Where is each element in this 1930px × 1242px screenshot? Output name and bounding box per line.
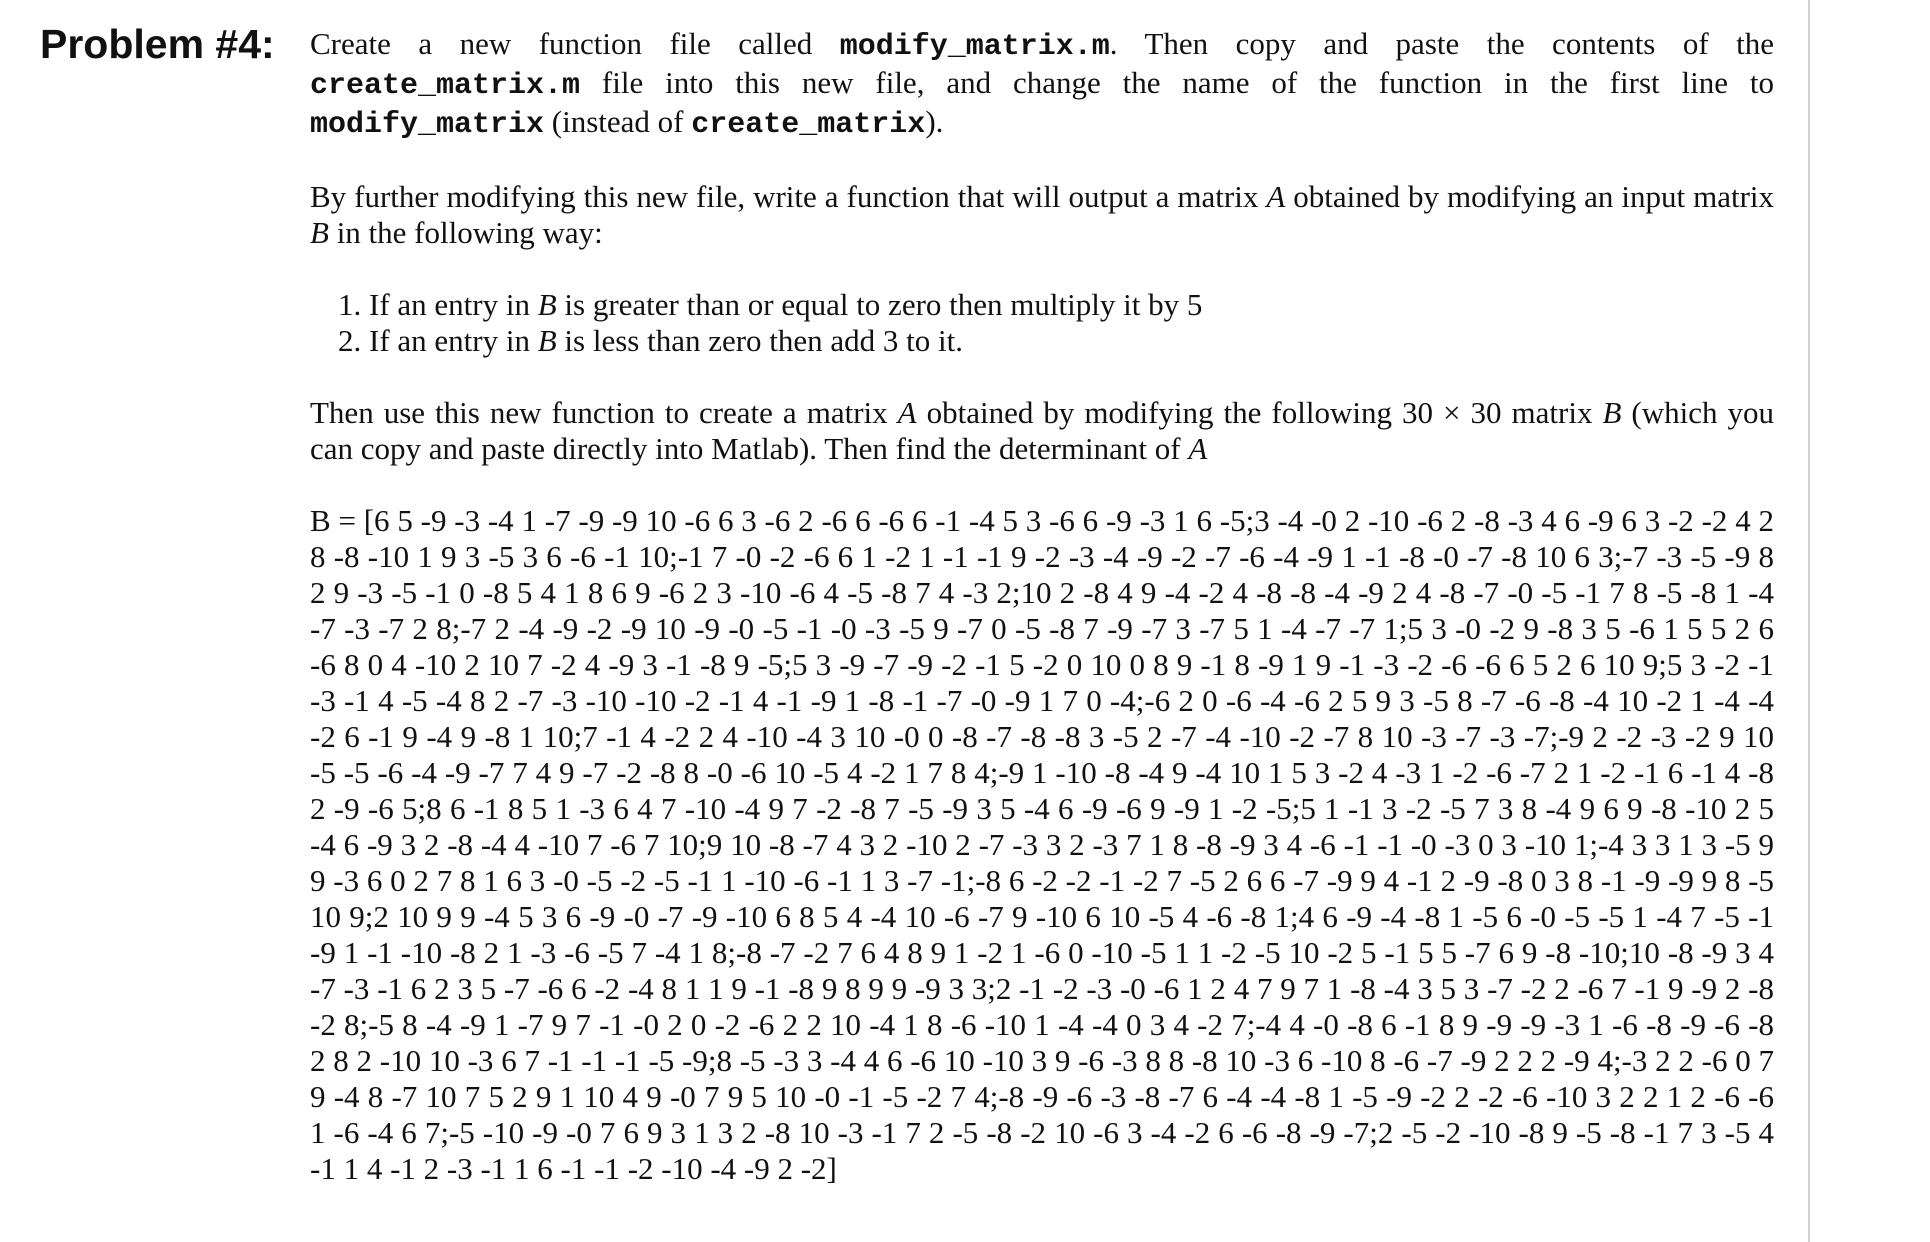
instruction-text-3: in the following way: xyxy=(328,215,603,250)
code-source-file: create_matrix.m xyxy=(310,69,581,103)
rule-text-start: 1. If an entry in xyxy=(338,287,538,322)
code-new-file: modify_matrix.m xyxy=(839,30,1110,64)
code-new-function-name: modify_matrix xyxy=(310,108,545,142)
usage-paragraph xyxy=(310,395,1774,467)
intro-text-3: file into this new file, and change the name of the function in the first line to xyxy=(580,65,1774,100)
intro-text-5: ). xyxy=(925,104,944,139)
rule-variable-b: B xyxy=(537,287,557,322)
problem-label: Problem #4: xyxy=(40,21,275,67)
rule-text-end: is greater than or equal to zero then multiply it by 5 xyxy=(556,287,1203,322)
intro-paragraph xyxy=(310,26,1774,143)
instruction-text-1: By further modifying this new file, write a function that will output a matrix xyxy=(310,179,1267,214)
intro-text-2: . Then copy and paste the contents of the xyxy=(1109,26,1774,61)
matrix-definition: B = [6 5 -9 -3 -4 1 -7 -9 -9 10 -6 6 3 -6 2 -6 6 -6 6 -1 -4 5 3 -6 6 -9 -3 1 6 -5;3 -4 -0 2 -10 -6 2 -8 -3 4 6 -9 6 3 -2 -2 4 2 8 -8 -10 1 9 3 -5 3 6 -6 -1 10;-1 7 -0 -2 -6 6 1 -2 1 -1 -1 9 -2 -3 -4 -9 -2 -7 -6 -4 -9 1 -1 -8 -0 -7 -8 10 6 3;-7 -3 -5 -9 8 2 9 -3 -5 -1 0 -8 5 4 1 8 6 9 -6 2 3 -10 -6 4 -5 -8 7 4 -3 2;10 2 -8 4 9 -4 -2 4 -8 -8 -4 -9 2 4 -8 -7 -0 -5 -1 7 8 -5 -8 1 -4 -7 -3 -7 2 8;-7 2 -4 -9 -2 -9 10 -9 -0 -5 -1 -0 -3 -5 9 -7 0 -5 -8 7 -9 -7 3 -7 5 1 -4 -7 -7 1;5 3 -0 -2 9 -8 3 5 -6 1 5 5 2 6 -6 8 0 4 -10 2 10 7 -2 4 -9 3 -1 -8 9 -5;5 3 -9 -7 -9 -2 -1 5 -2 0 10 0 8 9 -1 8 -9 1 9 -1 -3 -2 -6 -6 6 5 2 6 10 9;5 3 -2 -1 -3 -1 4 -5 -4 8 2 -7 -3 -10 -10 -2 -1 4 -1 -9 1 -8 -1 -7 -0 -9 1 7 0 -4;-6 2 0 -6 -4 -6 2 5 9 3 -5 8 -7 -6 -8 -4 10 -2 1 -4 -4 -2 6 -1 9 -4 9 -8 1 10;7 -1 4 -2 2 4 -10 -4 3 10 -0 0 -8 -7 -8 -8 3 -5 2 -7 -4 -10 -2 -7 8 10 -3 -7 -3 -7;-9 2 -2 -3 -2 9 10 -5 -5 -6 -4 -9 -7 7 4 9 -7 -2 -8 8 -0 -6 10 -5 4 -2 1 7 8 4;-9 1 -10 -8 -4 9 -4 10 1 5 3 -2 4 -3 1 -2 -6 -7 2 1 -2 -1 6 -1 4 -8 2 -9 -6 5;8 6 -1 8 5 1 -3 6 4 7 -10 -4 9 7 -2 -8 7 -5 -9 3 5 -4 6 -9 -6 9 -9 1 -2 -5;5 1 -1 3 -2 -5 7 3 8 -4 9 6 9 -8 -10 2 5 -4 6 -9 3 2 -8 -4 4 -10 7 -6 7 10;9 10 -8 -7 4 3 2 -10 2 -7 -3 3 2 -3 7 1 8 -8 -9 3 4 -6 -1 -1 -0 -3 0 3 -10 1;-4 3 3 1 3 -5 9 9 -3 6 0 2 7 8 1 6 3 -0 -5 -2 -5 -1 1 -10 -6 -1 1 3 -7 -1;-8 6 -2 -2 -1 -2 7 -5 2 6 6 -7 -9 9 4 -1 2 -9 -8 0 3 8 -1 -9 -9 9 8 -5 10 9;2 10 9 9 -4 5 3 6 -9 -0 -7 -9 -10 6 8 5 4 -4 10 -6 -7 9 -10 6 10 -5 4 -6 -8 1;4 6 -9 -4 -8 1 -5 6 -0 -5 -5 1 -4 7 -5 -1 -9 1 -1 -10 -8 2 1 -3 -6 -5 7 -4 1 8;-8 -7 -2 7 6 4 8 9 1 -2 1 -6 0 -10 -5 1 1 -2 -5 10 -2 5 -1 5 5 -7 6 9 -8 -10;10 -8 -9 3 4 -7 -3 -1 6 2 3 5 -7 -6 6 -2 -4 8 1 1 9 -1 -8 9 8 9 9 -9 3 3;2 -1 -2 -3 -0 -6 1 2 4 7 9 7 1 -8 -4 3 5 3 -7 -2 2 -6 7 -1 9 -9 2 -8 -2 8;-5 8 -4 -9 1 -7 9 7 -1 -0 2 0 -2 -6 2 2 10 -4 1 8 -6 -10 1 -4 -4 0 3 4 -2 7;-4 4 -0 -8 6 -1 8 9 -9 -9 -3 1 -6 -8 -9 -6 -8 2 8 2 -10 10 -3 6 7 -1 -1 -1 -5 -9;8 -5 -3 3 -4 4 6 -6 10 -10 3 9 -6 -3 8 8 -8 10 -3 6 -10 8 -6 -7 -9 2 2 2 -9 4;-3 2 2 -6 0 7 9 -4 8 -7 10 7 5 2 9 1 10 4 9 -0 7 9 5 10 -0 -1 -5 -2 7 4;-8 -9 -6 -3 -8 -7 6 -4 -4 -8 1 -5 -9 -2 2 -2 -6 -10 3 2 2 1 2 -6 -6 1 -6 -4 6 7;-5 -10 -9 -0 7 6 9 3 1 3 2 -8 10 -3 -1 7 2 -5 -8 -2 10 -6 3 -4 -2 6 -6 -8 -9 -7;2 -5 -2 -10 -8 9 -5 -8 -1 7 3 -5 4 -1 1 4 -1 2 -3 -1 1 6 -1 -1 -2 -10 -4 -9 2 -2] xyxy=(310,503,1774,1186)
rule-text-end: is less than zero then add 3 to it. xyxy=(556,323,964,358)
intro-text-4: (instead of xyxy=(544,104,692,139)
intro-text-1: Create a new function file called xyxy=(310,26,840,61)
variable-a: A xyxy=(897,395,917,430)
variable-b: B xyxy=(1602,395,1622,430)
usage-text-3: (which you can copy and paste directly into Matlab). Then find the determinant of xyxy=(310,395,1774,466)
problem-content xyxy=(310,26,1774,1187)
variable-a: A xyxy=(1188,431,1208,466)
rules-list xyxy=(310,287,1774,359)
usage-text-2: obtained by modifying the following 30 × 30 matrix xyxy=(916,395,1603,430)
instruction-text-2: obtained by modifying an input matrix xyxy=(1285,179,1774,214)
variable-a: A xyxy=(1266,179,1286,214)
code-old-function-name: create_matrix xyxy=(691,108,926,142)
rule-variable-b: B xyxy=(537,323,557,358)
usage-text-1: Then use this new function to create a matrix xyxy=(310,395,898,430)
rule-text-start: 2. If an entry in xyxy=(338,323,538,358)
rule-item xyxy=(338,287,1774,323)
rule-item xyxy=(338,323,1774,359)
page-divider xyxy=(1808,0,1810,1242)
variable-b: B xyxy=(310,215,329,250)
instruction-paragraph xyxy=(310,179,1774,251)
